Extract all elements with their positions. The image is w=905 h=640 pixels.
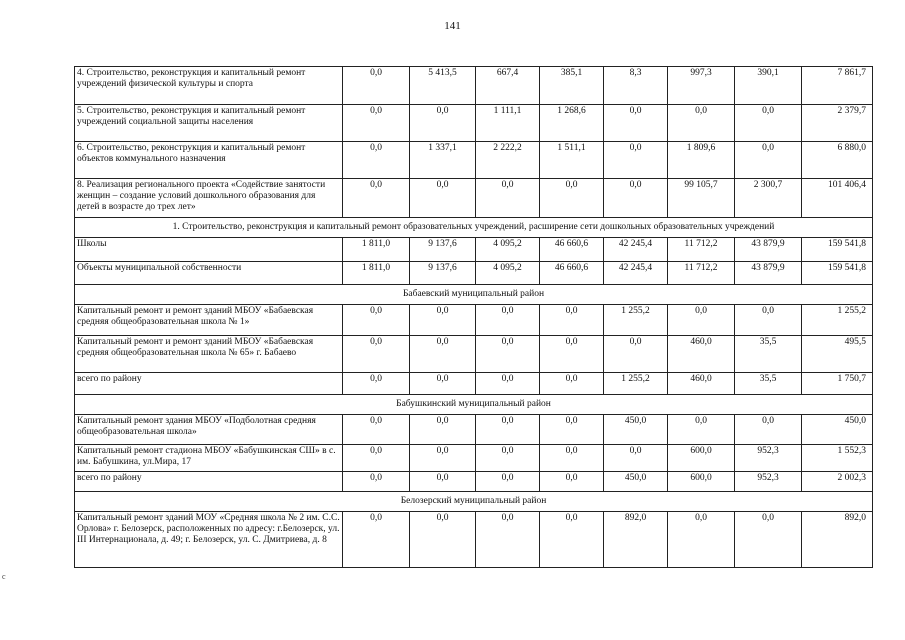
table-row (75, 472, 873, 492)
value-cell: 1 552,3 (802, 445, 873, 472)
value-cell: 0,0 (540, 472, 604, 492)
value-cell: 9 137,6 (410, 238, 476, 262)
value-cell: 0,0 (476, 415, 540, 445)
value-cell: 43 879,9 (735, 238, 802, 262)
value-cell: 0,0 (343, 445, 410, 472)
value-cell: 0,0 (343, 305, 410, 336)
value-cell: 0,0 (735, 512, 802, 568)
value-cell: 0,0 (410, 415, 476, 445)
value-cell: 0,0 (540, 305, 604, 336)
value-cell: 2 222,2 (476, 142, 540, 179)
value-cell: 0,0 (735, 142, 802, 179)
value-cell: 0,0 (343, 373, 410, 395)
value-cell: 0,0 (410, 336, 476, 373)
section-header-text: Бабушкинский муниципальный район (75, 395, 873, 415)
table-row (75, 305, 873, 336)
value-cell: 0,0 (604, 142, 668, 179)
value-cell: 952,3 (735, 445, 802, 472)
row-name: Капитальный ремонт и ремонт зданий МБОУ «Бабаевская средняя общеобразовательная школа № 65» г. Бабаево (75, 336, 343, 373)
value-cell: 1 337,1 (410, 142, 476, 179)
value-cell: 101 406,4 (802, 179, 873, 218)
value-cell: 7 861,7 (802, 67, 873, 105)
section-header-row (75, 285, 873, 305)
row-name: Школы (75, 238, 343, 262)
row-name: Капитальный ремонт здания МБОУ «Подболотная средняя общеобразовательная школа» (75, 415, 343, 445)
value-cell: 0,0 (476, 512, 540, 568)
value-cell: 0,0 (540, 179, 604, 218)
value-cell: 1 750,7 (802, 373, 873, 395)
value-cell: 0,0 (343, 336, 410, 373)
value-cell: 0,0 (343, 105, 410, 142)
value-cell: 0,0 (476, 179, 540, 218)
value-cell: 1 255,2 (802, 305, 873, 336)
value-cell: 4 095,2 (476, 262, 540, 285)
table-row (75, 179, 873, 218)
value-cell: 46 660,6 (540, 262, 604, 285)
value-cell: 11 712,2 (668, 262, 735, 285)
value-cell: 4 095,2 (476, 238, 540, 262)
row-name: 4. Строительство, реконструкция и капитальный ремонт учреждений физической культуры и спорта (75, 67, 343, 105)
value-cell: 35,5 (735, 336, 802, 373)
table-row (75, 373, 873, 395)
value-cell: 0,0 (476, 445, 540, 472)
value-cell: 495,5 (802, 336, 873, 373)
value-cell: 1 511,1 (540, 142, 604, 179)
value-cell: 0,0 (668, 105, 735, 142)
value-cell: 2 379,7 (802, 105, 873, 142)
table-row (75, 238, 873, 262)
row-name: Капитальный ремонт стадиона МБОУ «Бабушкинская СШ» в с. им. Бабушкина, ул.Мира, 17 (75, 445, 343, 472)
value-cell: 460,0 (668, 336, 735, 373)
value-cell: 0,0 (604, 336, 668, 373)
value-cell: 0,0 (343, 415, 410, 445)
value-cell: 0,0 (735, 305, 802, 336)
row-name: 5. Строительство, реконструкция и капитальный ремонт учреждений социальной защиты населения (75, 105, 343, 142)
value-cell: 385,1 (540, 67, 604, 105)
page-number: 141 (444, 20, 461, 32)
corner-mark: с (2, 572, 6, 581)
table-row (75, 142, 873, 179)
value-cell: 9 137,6 (410, 262, 476, 285)
value-cell: 11 712,2 (668, 238, 735, 262)
row-name: 6. Строительство, реконструкция и капитальный ремонт объектов коммунального назначения (75, 142, 343, 179)
section-header-text: Белозерский муниципальный район (75, 492, 873, 512)
value-cell: 35,5 (735, 373, 802, 395)
table-row (75, 105, 873, 142)
table-row (75, 512, 873, 568)
value-cell: 0,0 (540, 512, 604, 568)
value-cell: 0,0 (540, 445, 604, 472)
value-cell: 159 541,8 (802, 238, 873, 262)
row-name: всего по району (75, 373, 343, 395)
value-cell: 0,0 (343, 512, 410, 568)
section-header-row (75, 218, 873, 238)
row-name: Объекты муниципальной собственности (75, 262, 343, 285)
value-cell: 0,0 (343, 472, 410, 492)
value-cell: 1 111,1 (476, 105, 540, 142)
value-cell: 0,0 (410, 305, 476, 336)
value-cell: 0,0 (735, 105, 802, 142)
value-cell: 0,0 (410, 445, 476, 472)
value-cell: 1 811,0 (343, 238, 410, 262)
value-cell: 5 413,5 (410, 67, 476, 105)
value-cell: 0,0 (410, 472, 476, 492)
value-cell: 0,0 (343, 179, 410, 218)
value-cell: 159 541,8 (802, 262, 873, 285)
value-cell: 6 880,0 (802, 142, 873, 179)
value-cell: 42 245,4 (604, 262, 668, 285)
value-cell: 0,0 (343, 67, 410, 105)
value-cell: 600,0 (668, 472, 735, 492)
section-header-text: 1. Строительство, реконструкция и капитальный ремонт образовательных учреждений, расширение сети дошкольных образовательных учреждений (75, 218, 873, 238)
value-cell: 2 300,7 (735, 179, 802, 218)
section-header-row (75, 395, 873, 415)
value-cell: 0,0 (604, 445, 668, 472)
table-row (75, 262, 873, 285)
value-cell: 42 245,4 (604, 238, 668, 262)
value-cell: 0,0 (343, 142, 410, 179)
value-cell: 0,0 (668, 305, 735, 336)
table-row (75, 415, 873, 445)
value-cell: 0,0 (410, 179, 476, 218)
value-cell: 0,0 (668, 415, 735, 445)
value-cell: 460,0 (668, 373, 735, 395)
table-row (75, 445, 873, 472)
value-cell: 0,0 (668, 512, 735, 568)
table-row (75, 67, 873, 105)
value-cell: 0,0 (410, 373, 476, 395)
value-cell: 46 660,6 (540, 238, 604, 262)
value-cell: 0,0 (410, 105, 476, 142)
value-cell: 0,0 (410, 512, 476, 568)
value-cell: 892,0 (604, 512, 668, 568)
value-cell: 0,0 (540, 415, 604, 445)
value-cell: 8,3 (604, 67, 668, 105)
value-cell: 0,0 (604, 179, 668, 218)
value-cell: 667,4 (476, 67, 540, 105)
value-cell: 0,0 (540, 373, 604, 395)
value-cell: 0,0 (735, 415, 802, 445)
section-header-row (75, 492, 873, 512)
value-cell: 0,0 (540, 336, 604, 373)
value-cell: 2 002,3 (802, 472, 873, 492)
value-cell: 1 811,0 (343, 262, 410, 285)
value-cell: 892,0 (802, 512, 873, 568)
value-cell: 99 105,7 (668, 179, 735, 218)
value-cell: 390,1 (735, 67, 802, 105)
row-name: всего по району (75, 472, 343, 492)
value-cell: 450,0 (802, 415, 873, 445)
value-cell: 952,3 (735, 472, 802, 492)
table-row (75, 336, 873, 373)
budget-table (74, 66, 873, 568)
value-cell: 1 809,6 (668, 142, 735, 179)
value-cell: 1 255,2 (604, 373, 668, 395)
value-cell: 43 879,9 (735, 262, 802, 285)
value-cell: 0,0 (604, 105, 668, 142)
row-name: 8. Реализация регионального проекта «Содействие занятости женщин – создание условий дошкольного образования для детей в возрасте до трех лет» (75, 179, 343, 218)
row-name: Капитальный ремонт зданий МОУ «Средняя школа № 2 им. С.С. Орлова» г. Белозерск, расположенных по адресу: г.Белозерск, ул. III Интернационала, д. 49; г. Белозерск, ул. С. Дмитриева, д. 8 (75, 512, 343, 568)
value-cell: 1 255,2 (604, 305, 668, 336)
value-cell: 600,0 (668, 445, 735, 472)
value-cell: 0,0 (476, 336, 540, 373)
value-cell: 0,0 (476, 472, 540, 492)
value-cell: 1 268,6 (540, 105, 604, 142)
value-cell: 0,0 (476, 373, 540, 395)
value-cell: 0,0 (476, 305, 540, 336)
row-name: Капитальный ремонт и ремонт зданий МБОУ «Бабаевская средняя общеобразовательная школа № 1» (75, 305, 343, 336)
value-cell: 997,3 (668, 67, 735, 105)
section-header-text: Бабаевский муниципальный район (75, 285, 873, 305)
value-cell: 450,0 (604, 472, 668, 492)
value-cell: 450,0 (604, 415, 668, 445)
